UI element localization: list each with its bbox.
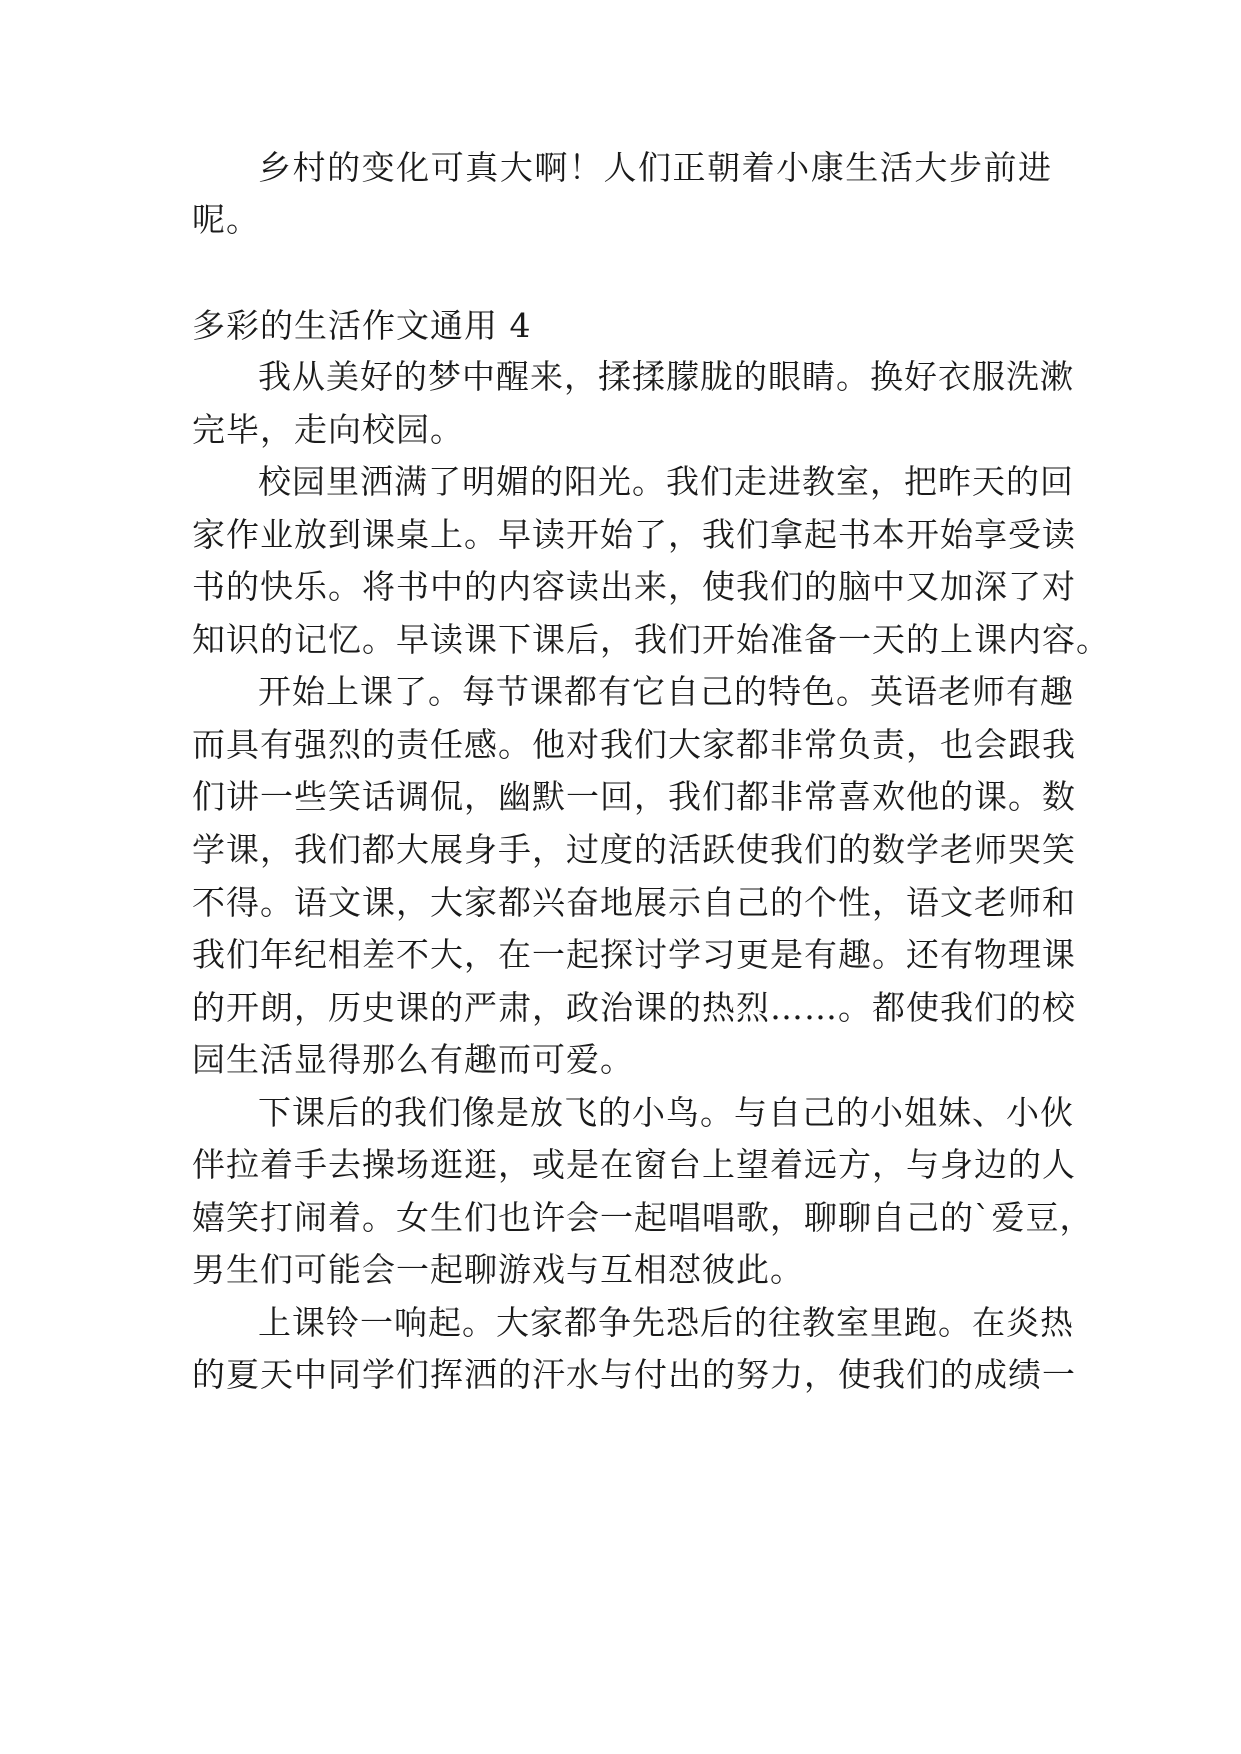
paragraph-line: 我们年纪相差不大，在一起探讨学习更是有趣。还有物理课	[192, 935, 1076, 974]
paragraph-line: 完毕，走向校园。	[192, 410, 464, 449]
intro-line-1: 乡村的变化可真大啊！人们正朝着小康生活大步前进	[258, 148, 1052, 187]
paragraph-line: 上课铃一响起。大家都争先恐后的往教室里跑。在炎热	[258, 1303, 1074, 1342]
paragraph-line: 的开朗，历史课的严肃，政治课的热烈……。都使我们的校	[192, 988, 1076, 1027]
paragraph-line: 书的快乐。将书中的内容读出来，使我们的脑中又加深了对	[192, 567, 1076, 606]
paragraph-line: 开始上课了。每节课都有它自己的特色。英语老师有趣	[258, 672, 1074, 711]
intro-line-2: 呢。	[192, 200, 260, 239]
paragraph-line: 而具有强烈的责任感。他对我们大家都非常负责，也会跟我	[192, 725, 1076, 764]
paragraph-line: 男生们可能会一起聊游戏与互相怼彼此。	[192, 1250, 804, 1289]
paragraph-line: 我从美好的梦中醒来，揉揉朦胧的眼睛。换好衣服洗漱	[258, 357, 1074, 396]
paragraph-line: 嬉笑打闹着。女生们也许会一起唱唱歌，聊聊自己的`爱豆，	[192, 1198, 1094, 1237]
paragraph-line: 学课，我们都大展身手，过度的活跃使我们的数学老师哭笑	[192, 830, 1076, 869]
paragraph-line: 不得。语文课，大家都兴奋地展示自己的个性，语文老师和	[192, 883, 1076, 922]
paragraph-line: 知识的记忆。早读课下课后，我们开始准备一天的上课内容。	[192, 620, 1110, 659]
paragraph-line: 下课后的我们像是放飞的小鸟。与自己的小姐妹、小伙	[258, 1093, 1074, 1132]
paragraph-line: 伴拉着手去操场逛逛，或是在窗台上望着远方，与身边的人	[192, 1145, 1076, 1184]
paragraph-line: 园生活显得那么有趣而可爱。	[192, 1040, 634, 1079]
paragraph-line: 们讲一些笑话调侃，幽默一回，我们都非常喜欢他的课。数	[192, 777, 1076, 816]
article-heading: 多彩的生活作文通用 4	[192, 306, 532, 345]
paragraph-line: 家作业放到课桌上。早读开始了，我们拿起书本开始享受读	[192, 515, 1076, 554]
paragraph-line: 的夏天中同学们挥洒的汗水与付出的努力，使我们的成绩一	[192, 1355, 1076, 1394]
paragraph-line: 校园里洒满了明媚的阳光。我们走进教室，把昨天的回	[258, 462, 1074, 501]
